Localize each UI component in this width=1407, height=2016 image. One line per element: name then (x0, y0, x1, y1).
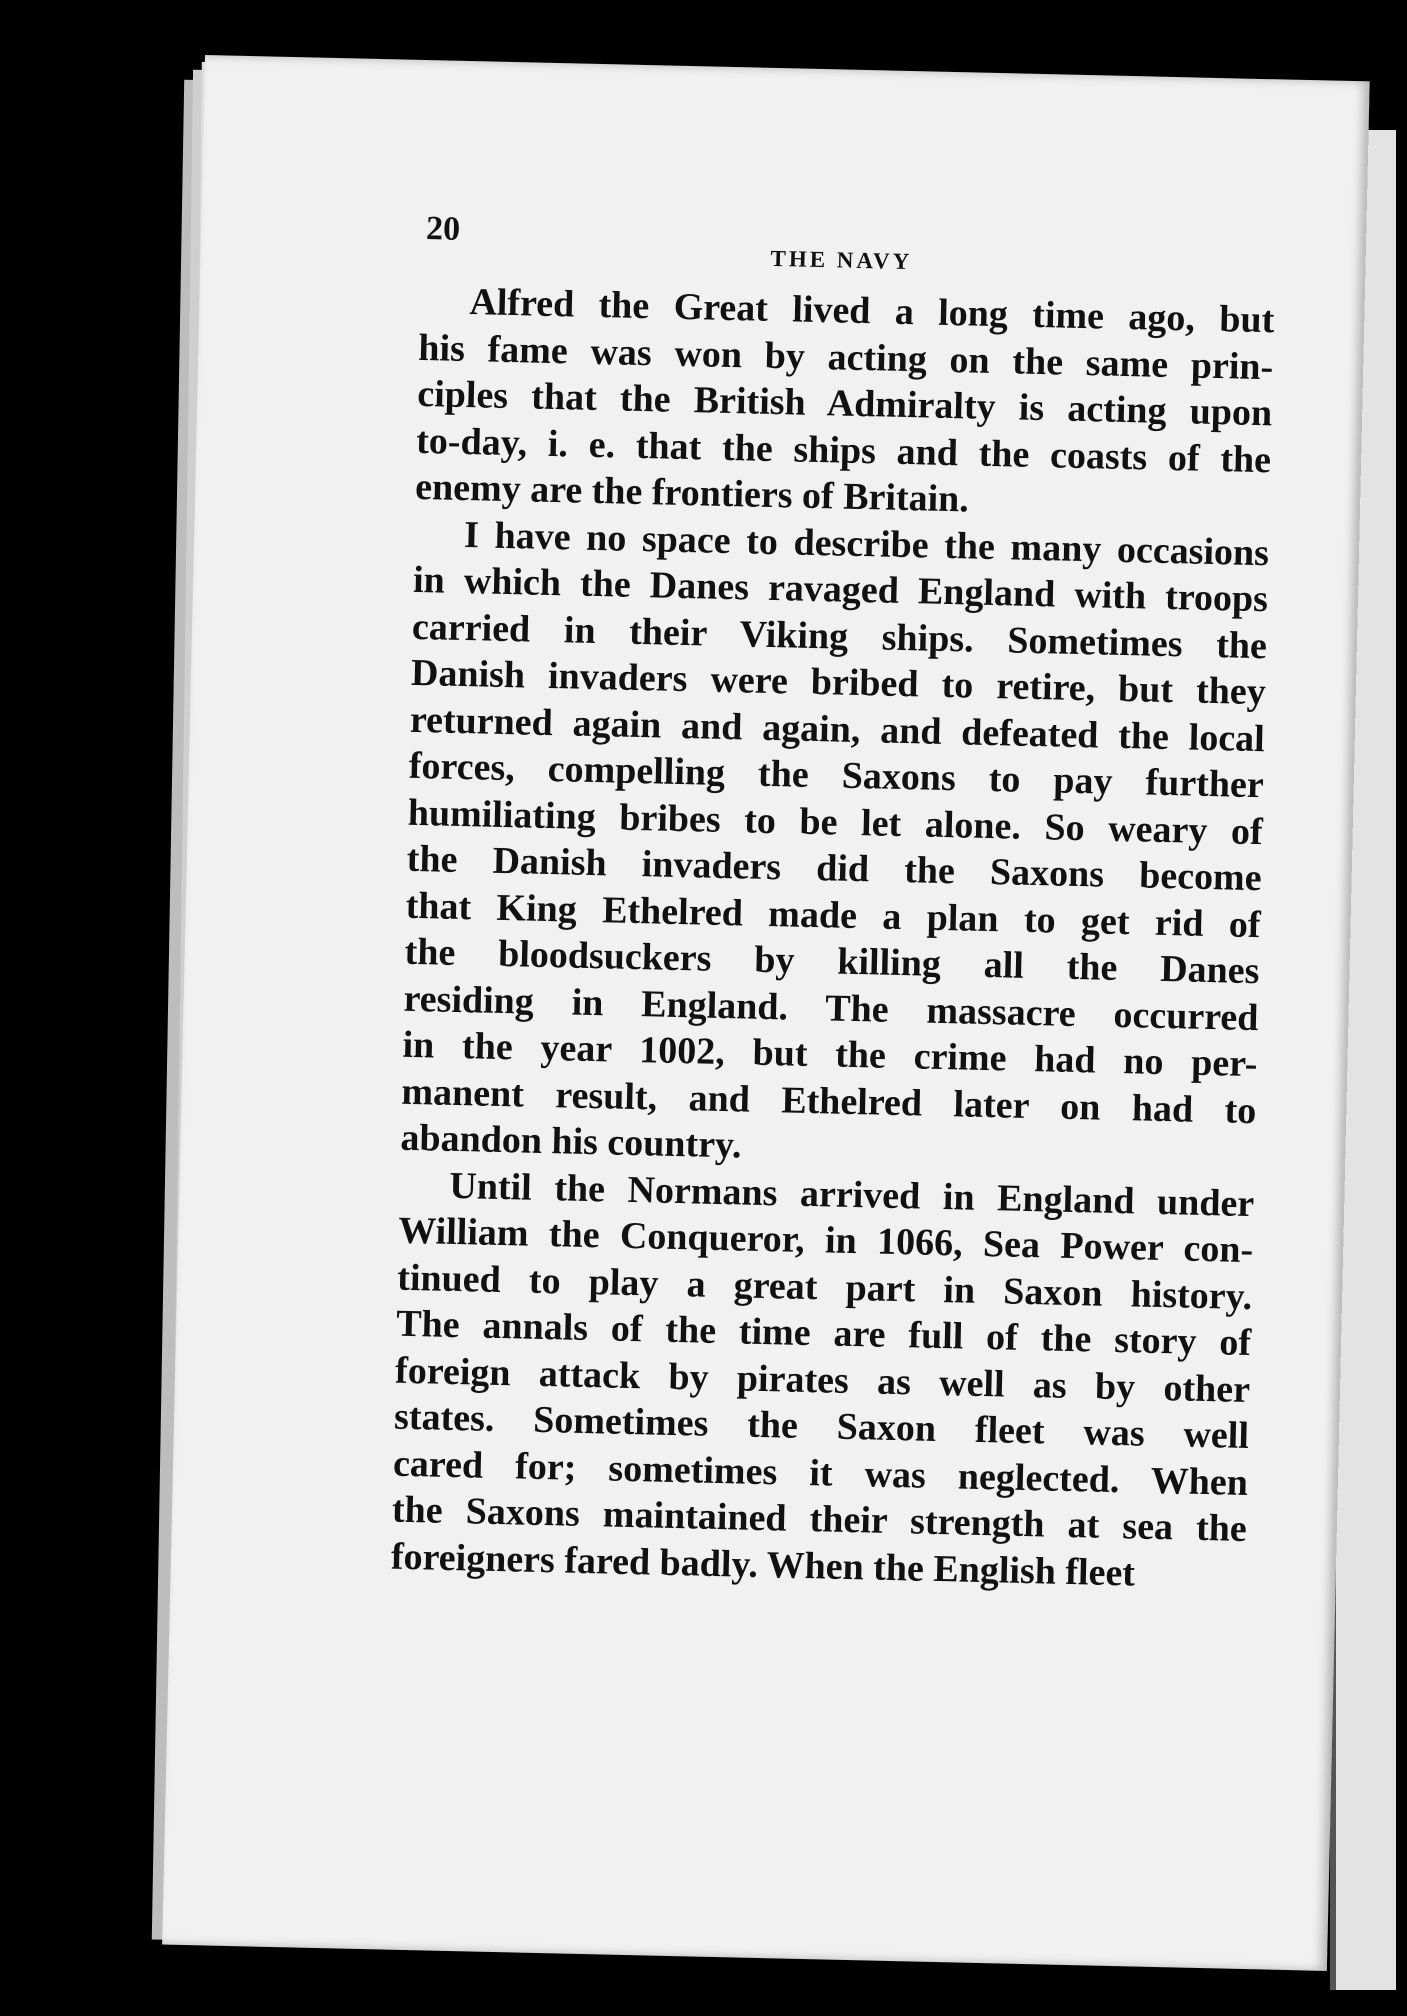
text-line: Until the Normans arrived in England under (448, 1164, 1255, 1225)
text-line: in which the Danes ravaged England with troops (412, 558, 1269, 621)
text-line: in the year 1002, but the crime had no per- (402, 1023, 1258, 1086)
text-line: the Saxons maintained their strength at sea the (391, 1488, 1248, 1551)
running-head: THE NAVY (770, 245, 913, 275)
text-line: that King Ethelred made a plan to get rid of (405, 884, 1262, 946)
text-line: states. Sometimes the Saxon fleet was well (393, 1395, 1250, 1458)
page-body-text (390, 278, 1274, 1599)
text-line: returned again and again, and defeated the local (409, 698, 1266, 760)
text-line: residing in England. The massacre occurred (403, 977, 1259, 1039)
text-line: carried in their Viking ships. Sometimes the (411, 605, 1268, 667)
text-line: the bloodsuckers by killing all the Danes (404, 930, 1260, 993)
paragraph (415, 278, 1275, 530)
text-line: cared for; sometimes it was neglected. When (392, 1442, 1249, 1504)
text-line: William the Conqueror, in 1066, Sea Power con- (397, 1209, 1254, 1272)
book-page (162, 55, 1370, 1971)
text-line: forces, compelling the Saxons to pay further (408, 744, 1265, 807)
paragraph (390, 1161, 1254, 1599)
text-line: tinued to play a great part in Saxon history. (396, 1256, 1253, 1318)
text-line: I have no space to describe the many occasions (463, 513, 1270, 574)
text-line: to-day, i. e. that the ships and the coasts of the (415, 419, 1272, 481)
text-line: The annals of the time are full of the story of (395, 1302, 1252, 1365)
text-line: Danish invaders were bribed to retire, but they (410, 651, 1267, 714)
page-number: 20 (425, 210, 461, 248)
paragraph (400, 510, 1270, 1180)
text-line: the Danish invaders did the Saxons become (406, 837, 1263, 900)
text-line: humiliating bribes to be let alone. So weary of (407, 791, 1264, 853)
text-line: foreign attack by pirates as well as by other (394, 1349, 1251, 1411)
text-line: Alfred the Great lived a long time ago, but (468, 281, 1275, 342)
text-line: enemy are the frontiers of Britain. (414, 465, 970, 521)
text-line: ciples that the British Admiralty is acting upon (416, 372, 1273, 435)
text-line: manent result, and Ethelred later on had to (401, 1070, 1257, 1132)
text-line: foreigners fared badly. When the English fleet (390, 1535, 1136, 1594)
text-line: abandon his country. (400, 1116, 742, 1167)
text-line: his fame was won by acting on the same prin- (417, 326, 1274, 388)
